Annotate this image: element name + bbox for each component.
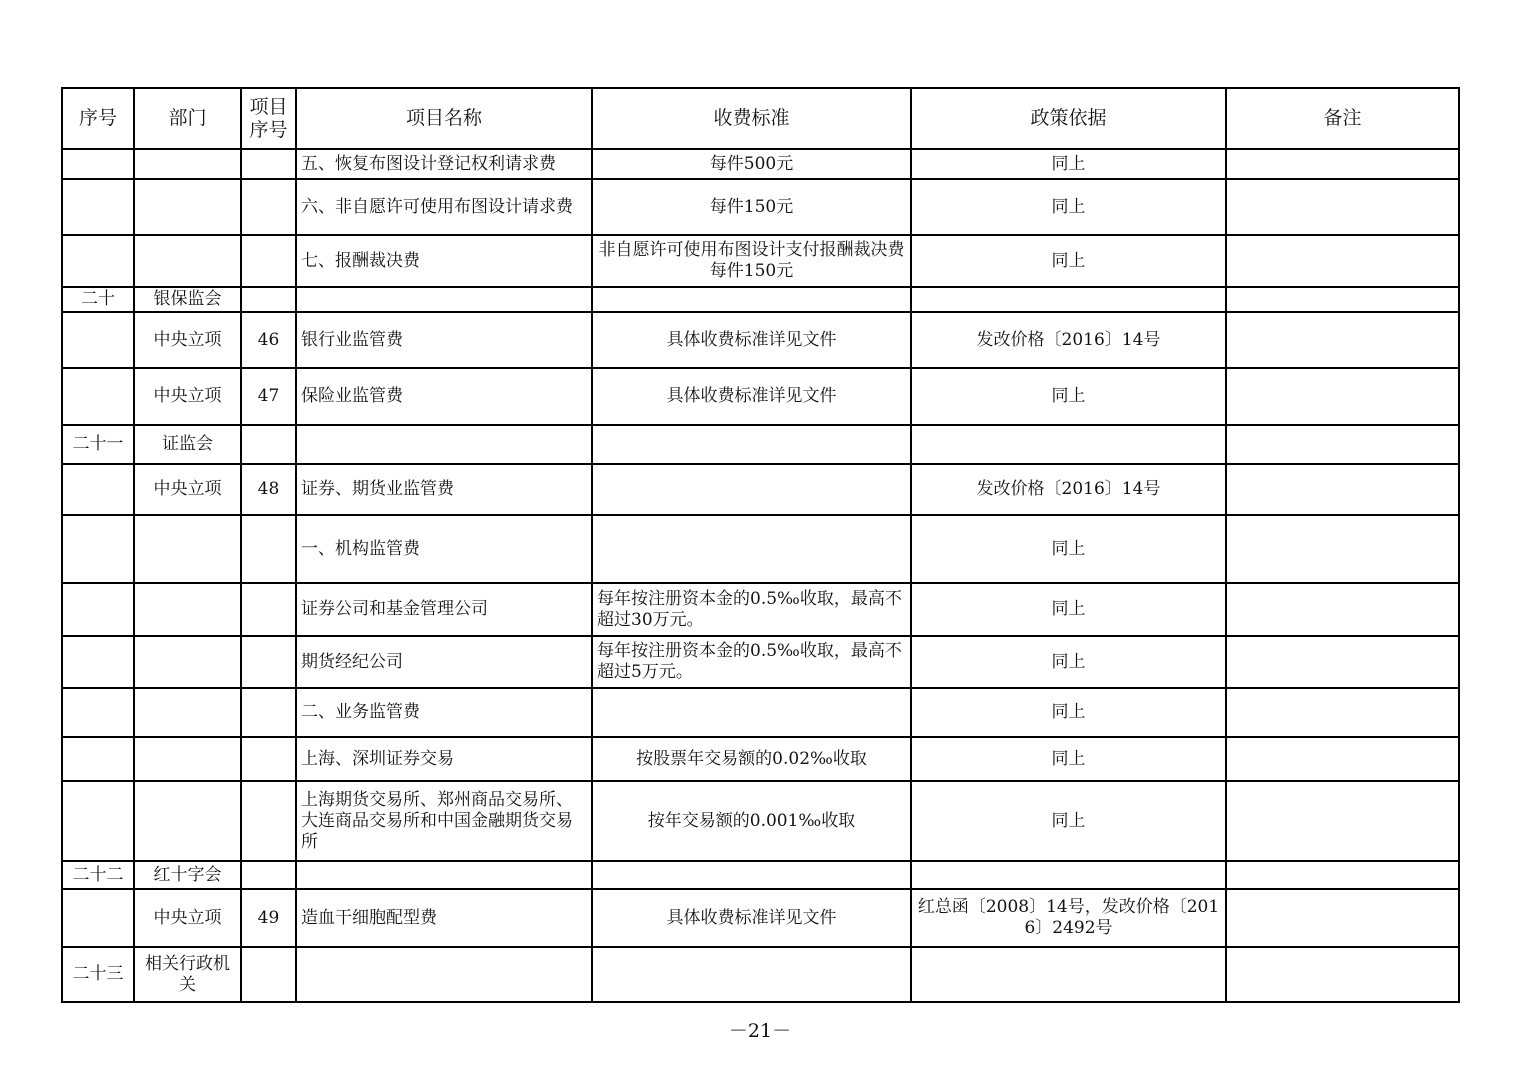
item-name-cell: 一、机构监管费	[296, 515, 592, 583]
table-row	[62, 737, 1459, 781]
dept-cell: 中央立项	[134, 368, 241, 425]
basis-cell: 红总函〔2008〕14号，发改价格〔2016〕2492号	[911, 889, 1226, 947]
dept-cell	[134, 688, 241, 737]
note-cell	[1226, 287, 1459, 312]
item-name-cell	[296, 947, 592, 1002]
standard-cell: 具体收费标准详见文件	[592, 368, 911, 425]
table-row	[62, 583, 1459, 636]
basis-cell: 同上	[911, 781, 1226, 861]
standard-cell	[592, 688, 911, 737]
seq-cell	[62, 583, 134, 636]
standard-cell: 每年按注册资本金的0.5‰收取，最高不超过30万元。	[592, 583, 911, 636]
basis-cell: 同上	[911, 149, 1226, 179]
dept-cell: 中央立项	[134, 464, 241, 515]
dept-cell	[134, 515, 241, 583]
item-name-cell: 期货经纪公司	[296, 636, 592, 688]
item-seq-cell: 46	[241, 312, 296, 368]
fee-table	[61, 87, 1460, 1003]
item-seq-cell	[241, 947, 296, 1002]
basis-cell: 同上	[911, 368, 1226, 425]
item-seq-cell	[241, 179, 296, 235]
item-seq-cell	[241, 636, 296, 688]
header-dept: 部门	[134, 88, 241, 149]
basis-cell	[911, 287, 1226, 312]
header-row	[62, 88, 1459, 149]
note-cell	[1226, 861, 1459, 889]
item-seq-cell: 47	[241, 368, 296, 425]
seq-cell	[62, 464, 134, 515]
note-cell	[1226, 464, 1459, 515]
item-seq-cell	[241, 425, 296, 464]
basis-cell: 同上	[911, 179, 1226, 235]
basis-cell: 同上	[911, 688, 1226, 737]
seq-cell	[62, 636, 134, 688]
table-row	[62, 368, 1459, 425]
item-seq-cell	[241, 583, 296, 636]
item-name-cell: 七、报酬裁决费	[296, 235, 592, 287]
dept-cell: 证监会	[134, 425, 241, 464]
table-row	[62, 312, 1459, 368]
dept-cell: 相关行政机关	[134, 947, 241, 1002]
seq-cell: 二十二	[62, 861, 134, 889]
item-seq-cell: 49	[241, 889, 296, 947]
note-cell	[1226, 368, 1459, 425]
basis-cell: 同上	[911, 583, 1226, 636]
header-item-name: 项目名称	[296, 88, 592, 149]
standard-cell	[592, 861, 911, 889]
table-row	[62, 179, 1459, 235]
basis-cell: 同上	[911, 515, 1226, 583]
dept-cell: 红十字会	[134, 861, 241, 889]
item-seq-cell	[241, 235, 296, 287]
basis-cell: 同上	[911, 737, 1226, 781]
table-row	[62, 425, 1459, 464]
item-seq-cell	[241, 287, 296, 312]
note-cell	[1226, 179, 1459, 235]
page-number: －21－	[728, 1020, 792, 1042]
standard-cell: 具体收费标准详见文件	[592, 312, 911, 368]
dept-cell	[134, 737, 241, 781]
standard-cell	[592, 287, 911, 312]
item-name-cell: 二、业务监管费	[296, 688, 592, 737]
seq-cell	[62, 179, 134, 235]
header-note: 备注	[1226, 88, 1459, 149]
header-seq: 序号	[62, 88, 134, 149]
basis-cell: 发改价格〔2016〕14号	[911, 312, 1226, 368]
note-cell	[1226, 312, 1459, 368]
table-row	[62, 235, 1459, 287]
seq-cell: 二十一	[62, 425, 134, 464]
item-name-cell: 上海、深圳证券交易	[296, 737, 592, 781]
table-row	[62, 781, 1459, 861]
dept-cell: 中央立项	[134, 889, 241, 947]
note-cell	[1226, 425, 1459, 464]
basis-cell: 发改价格〔2016〕14号	[911, 464, 1226, 515]
basis-cell: 同上	[911, 235, 1226, 287]
note-cell	[1226, 583, 1459, 636]
header-item-seq: 项目序号	[241, 88, 296, 149]
dept-cell	[134, 149, 241, 179]
item-name-cell: 五、恢复布图设计登记权利请求费	[296, 149, 592, 179]
item-name-cell	[296, 425, 592, 464]
item-name-cell: 上海期货交易所、郑州商品交易所、大连商品交易所和中国金融期货交易所	[296, 781, 592, 861]
seq-cell	[62, 688, 134, 737]
note-cell	[1226, 737, 1459, 781]
standard-cell: 按股票年交易额的0.02‰收取	[592, 737, 911, 781]
standard-cell: 每件500元	[592, 149, 911, 179]
table-row	[62, 688, 1459, 737]
seq-cell	[62, 515, 134, 583]
table-row	[62, 515, 1459, 583]
seq-cell	[62, 312, 134, 368]
dept-cell: 银保监会	[134, 287, 241, 312]
seq-cell	[62, 235, 134, 287]
seq-cell	[62, 781, 134, 861]
basis-cell: 同上	[911, 636, 1226, 688]
note-cell	[1226, 149, 1459, 179]
table-row	[62, 947, 1459, 1002]
table-row	[62, 636, 1459, 688]
item-name-cell: 证券公司和基金管理公司	[296, 583, 592, 636]
seq-cell	[62, 149, 134, 179]
standard-cell: 具体收费标准详见文件	[592, 889, 911, 947]
table-row	[62, 287, 1459, 312]
item-seq-cell: 48	[241, 464, 296, 515]
item-name-cell: 六、非自愿许可使用布图设计请求费	[296, 179, 592, 235]
seq-cell	[62, 889, 134, 947]
standard-cell: 非自愿许可使用布图设计支付报酬裁决费每件150元	[592, 235, 911, 287]
basis-cell	[911, 947, 1226, 1002]
item-name-cell	[296, 287, 592, 312]
dept-cell	[134, 583, 241, 636]
note-cell	[1226, 515, 1459, 583]
item-seq-cell	[241, 737, 296, 781]
note-cell	[1226, 235, 1459, 287]
item-seq-cell	[241, 781, 296, 861]
note-cell	[1226, 889, 1459, 947]
note-cell	[1226, 781, 1459, 861]
item-seq-cell	[241, 861, 296, 889]
note-cell	[1226, 947, 1459, 1002]
seq-cell	[62, 737, 134, 781]
standard-cell: 按年交易额的0.001‰收取	[592, 781, 911, 861]
item-name-cell: 造血干细胞配型费	[296, 889, 592, 947]
item-name-cell: 银行业监管费	[296, 312, 592, 368]
dept-cell	[134, 636, 241, 688]
standard-cell: 每年按注册资本金的0.5‰收取，最高不超过5万元。	[592, 636, 911, 688]
dept-cell	[134, 179, 241, 235]
basis-cell	[911, 861, 1226, 889]
standard-cell	[592, 515, 911, 583]
dept-cell	[134, 781, 241, 861]
item-name-cell	[296, 861, 592, 889]
table-row	[62, 464, 1459, 515]
dept-cell: 中央立项	[134, 312, 241, 368]
header-standard: 收费标准	[592, 88, 911, 149]
item-name-cell: 证券、期货业监管费	[296, 464, 592, 515]
seq-cell: 二十三	[62, 947, 134, 1002]
item-seq-cell	[241, 688, 296, 737]
item-seq-cell	[241, 149, 296, 179]
table-row	[62, 861, 1459, 889]
table-row	[62, 889, 1459, 947]
header-basis: 政策依据	[911, 88, 1226, 149]
seq-cell: 二十	[62, 287, 134, 312]
note-cell	[1226, 636, 1459, 688]
standard-cell	[592, 947, 911, 1002]
dept-cell	[134, 235, 241, 287]
basis-cell	[911, 425, 1226, 464]
seq-cell	[62, 368, 134, 425]
note-cell	[1226, 688, 1459, 737]
item-name-cell: 保险业监管费	[296, 368, 592, 425]
standard-cell	[592, 464, 911, 515]
table-row	[62, 149, 1459, 179]
standard-cell	[592, 425, 911, 464]
item-seq-cell	[241, 515, 296, 583]
standard-cell: 每件150元	[592, 179, 911, 235]
